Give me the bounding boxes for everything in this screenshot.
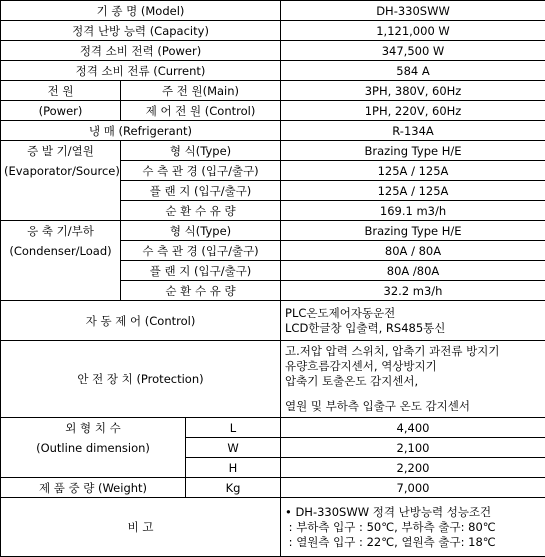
row-evap-type <box>1 141 545 161</box>
dimension-label-en: (Outline dimension) <box>1 438 186 458</box>
dim-key: L <box>186 418 281 438</box>
remarks-line: : 열원측 입구 : 22℃, 열원측 출구: 18℃ <box>285 535 541 550</box>
remarks-line: • DH-330SWW 정격 난방능력 성능조건 <box>285 505 541 520</box>
dim-value: 2,200 <box>281 458 545 478</box>
evap-pipe-label: 수 측 관 경 (입구/출구) <box>121 161 281 181</box>
row-cond-flow <box>1 281 545 301</box>
row-dim-l <box>1 418 545 438</box>
control-line: LCD한글창 입출력, RS485통신 <box>285 321 541 336</box>
evap-flange-value: 125A / 125A <box>281 181 545 201</box>
row-power-control <box>1 101 545 121</box>
row-current <box>1 61 545 81</box>
row-cond-type <box>1 221 545 241</box>
power-main-label: 주 전 원(Main) <box>121 81 281 101</box>
cond-flow-value: 32.2 m3/h <box>281 281 545 301</box>
model-label: 기 종 명 (Model) <box>1 1 281 21</box>
power-value: 347,500 W <box>281 41 545 61</box>
model-value: DH-330SWW <box>281 1 545 21</box>
dimension-label-spacer <box>1 458 186 478</box>
remarks-value <box>281 498 545 557</box>
evap-type-value: Brazing Type H/E <box>281 141 545 161</box>
remarks-label: 비 고 <box>1 498 281 557</box>
evap-flow-value: 169.1 m3/h <box>281 201 545 221</box>
row-dim-h <box>1 458 545 478</box>
condenser-label-ko: 응 축 기/부하 <box>1 221 121 241</box>
current-label: 정격 소비 전류 (Current) <box>1 61 281 81</box>
refrigerant-label: 냉 매 (Refrigerant) <box>1 121 281 141</box>
condenser-label-spacer <box>1 281 121 301</box>
cond-flange-label: 플 랜 지 (입구/출구) <box>121 261 281 281</box>
dim-value: 4,400 <box>281 418 545 438</box>
current-value: 584 A <box>281 61 545 81</box>
row-dim-w <box>1 438 545 458</box>
refrigerant-value: R-134A <box>281 121 545 141</box>
condenser-label-en: (Condenser/Load) <box>1 241 121 261</box>
weight-label: 제 품 중 량 (Weight) <box>1 478 186 498</box>
capacity-value: 1,121,000 W <box>281 21 545 41</box>
row-refrigerant <box>1 121 545 141</box>
capacity-label: 정격 난방 능력 (Capacity) <box>1 21 281 41</box>
control-value <box>281 301 545 341</box>
protection-line: 유량흐름감지센서, 역상방지기 <box>285 359 541 374</box>
dim-key: H <box>186 458 281 478</box>
weight-value: 7,000 <box>281 478 545 498</box>
evaporator-label-spacer <box>1 201 121 221</box>
condenser-label-spacer <box>1 261 121 281</box>
protection-value <box>281 341 545 418</box>
cond-type-label: 형 식(Type) <box>121 221 281 241</box>
cond-pipe-label: 수 측 관 경 (입구/출구) <box>121 241 281 261</box>
protection-label: 안 전 장 치 (Protection) <box>1 341 281 418</box>
dim-key: W <box>186 438 281 458</box>
row-cond-flange <box>1 261 545 281</box>
protection-line <box>285 389 541 399</box>
cond-pipe-value: 80A / 80A <box>281 241 545 261</box>
protection-line: 압축기 토출온도 감지센서, <box>285 374 541 389</box>
row-evap-flow <box>1 201 545 221</box>
power-label: 정격 소비 전력 (Power) <box>1 41 281 61</box>
row-power <box>1 41 545 61</box>
row-protection <box>1 341 545 418</box>
evap-flange-label: 플 랜 지 (입구/출구) <box>121 181 281 201</box>
row-capacity <box>1 21 545 41</box>
row-cond-pipe <box>1 241 545 261</box>
weight-unit: Kg <box>186 478 281 498</box>
protection-line: 열원 및 부하측 입출구 온도 감지센서 <box>285 399 541 414</box>
cond-flange-value: 80A /80A <box>281 261 545 281</box>
power-supply-label-en: (Power) <box>1 101 121 121</box>
remarks-line: : 부하측 입구 : 50℃, 부하측 출구: 80℃ <box>285 520 541 535</box>
row-model <box>1 1 545 21</box>
control-line: PLC온도제어자동운전 <box>285 306 541 321</box>
evap-type-label: 형 식(Type) <box>121 141 281 161</box>
evaporator-label-spacer <box>1 181 121 201</box>
power-control-value: 1PH, 220V, 60Hz <box>281 101 545 121</box>
control-label: 자 동 제 어 (Control) <box>1 301 281 341</box>
cond-flow-label: 순 환 수 유 량 <box>121 281 281 301</box>
cond-type-value: Brazing Type H/E <box>281 221 545 241</box>
evap-flow-label: 순 환 수 유 량 <box>121 201 281 221</box>
row-weight <box>1 478 545 498</box>
power-main-value: 3PH, 380V, 60Hz <box>281 81 545 101</box>
dim-value: 2,100 <box>281 438 545 458</box>
protection-line: 고.저압 압력 스위치, 압축기 과전류 방지기 <box>285 344 541 359</box>
row-power-main <box>1 81 545 101</box>
power-control-label: 제 어 전 원 (Control) <box>121 101 281 121</box>
dimension-label-ko: 외 형 치 수 <box>1 418 186 438</box>
row-evap-flange <box>1 181 545 201</box>
row-remarks <box>1 498 545 557</box>
row-control <box>1 301 545 341</box>
evaporator-label-ko: 증 발 기/열원 <box>1 141 121 161</box>
evaporator-label-en: (Evaporator/Source) <box>1 161 121 181</box>
power-supply-label-ko: 전 원 <box>1 81 121 101</box>
evap-pipe-value: 125A / 125A <box>281 161 545 181</box>
row-evap-pipe <box>1 161 545 181</box>
